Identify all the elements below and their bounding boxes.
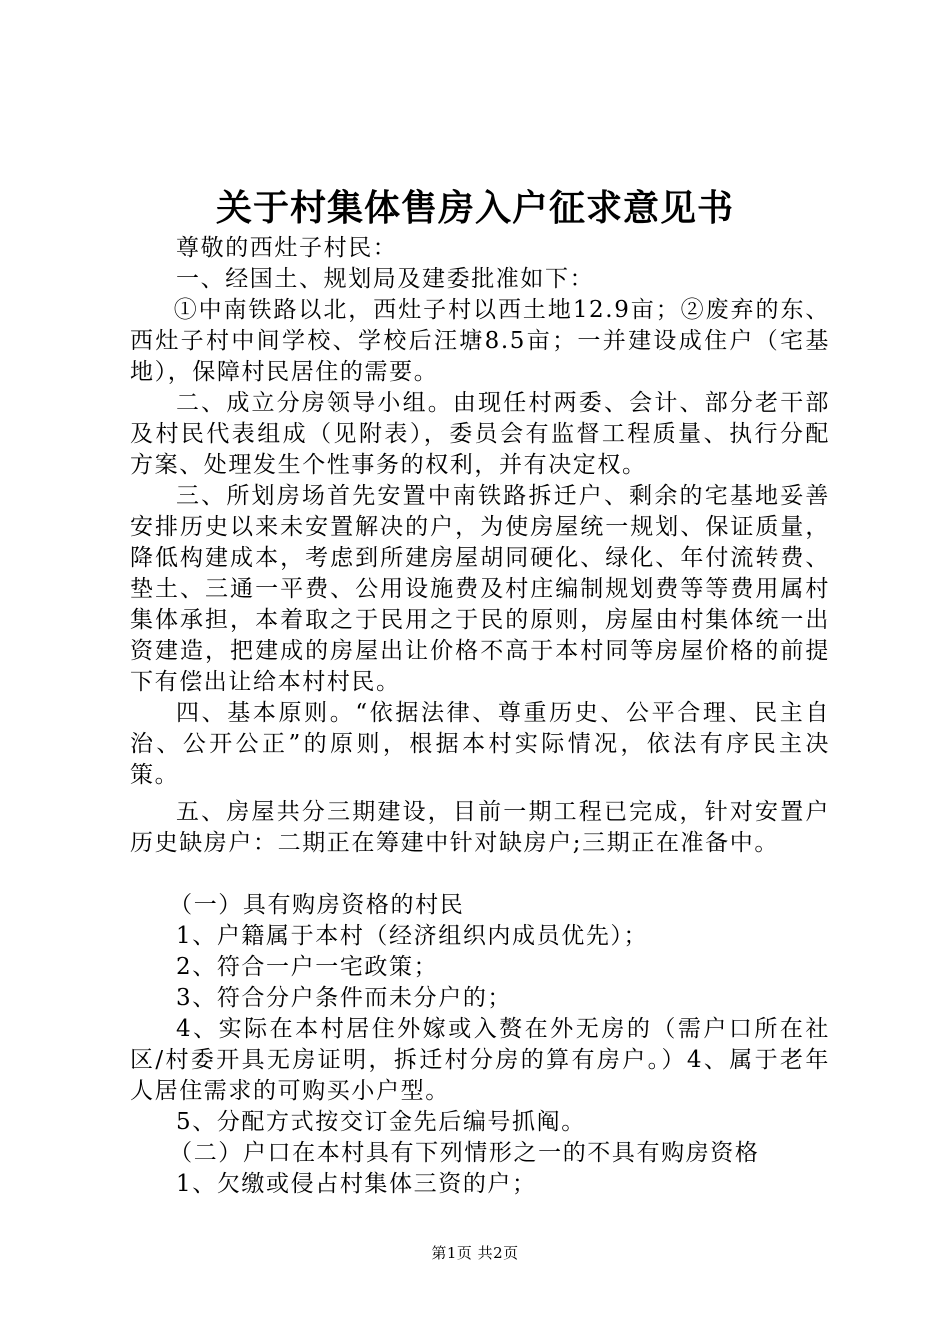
section-ineligible-heading: （二）户口在本村具有下列情形之一的不具有购房资格 <box>169 1140 760 1166</box>
list-item-ineligible-1: 1、欠缴或侵占村集体三资的户； <box>176 1171 537 1197</box>
document-title: 关于村集体售房入户征求意见书 <box>215 187 734 229</box>
list-item-eligible-5: 5、分配方式按交订金先后编号抓阄。 <box>176 1109 586 1135</box>
paragraph-leadership-group: 二、成立分房领导小组。由现任村两委、会计、部分老干部及村民代表组成（见附表），委员会有监督工程质量、执行分配方案、处理发生个性事务的权利，并有决定权。 <box>130 390 830 478</box>
paragraph-approval-heading: 一、经国土、规划局及建委批准如下： <box>176 266 595 292</box>
paragraph-housing-allocation: 三、所划房场首先安置中南铁路拆迁户、剩余的宅基地妥善安排历史以来未安置解决的户，为使房屋统一规划、保证质量，降低构建成本，考虑到所建房屋胡同硬化、绿化、年付流转费、垫土、三通一平费、公用设施费及村庄编制规划费等等费用属村集体承担，本着取之于民用之于民的原则，房屋由村集体统一出资建造，把建成的房屋出让价格不高于本村同等房屋价格的前提下有偿出让给本村村民。 <box>130 483 830 695</box>
list-item-eligible-3: 3、符合分户条件而未分户的； <box>176 985 513 1011</box>
paragraph-land-details: ①中南铁路以北，西灶子村以西土地12.9亩；②废弃的东、西灶子村中间学校、学校后汪塘8.5亩；一并建设成住户（宅基地），保障村民居住的需要。 <box>130 297 830 385</box>
section-eligible-heading: （一）具有购房资格的村民 <box>169 892 465 918</box>
list-item-eligible-2: 2、符合一户一宅政策； <box>176 954 439 980</box>
paragraph-construction-phases: 五、房屋共分三期建设，目前一期工程已完成，针对安置户历史缺房户：二期正在筹建中针对缺房户;三期正在准备中。 <box>130 799 830 856</box>
list-item-eligible-1: 1、户籍属于本村（经济组织内成员优先）； <box>176 923 649 949</box>
page-number-footer: 第1页 共2页 <box>431 1244 519 1262</box>
document-body <box>130 233 830 1200</box>
list-item-eligible-4: 4、实际在本村居住外嫁或入赘在外无房的（需户口所在社区/村委开具无房证明，拆迁村分房的算有房户。）4、属于老年人居住需求的可购买小户型。 <box>130 1016 830 1104</box>
salutation: 尊敬的西灶子村民： <box>176 235 398 261</box>
paragraph-basic-principles: 四、基本原则。“依据法律、尊重历史、公平合理、民主自治、公开公正”的原则，根据本村实际情况，依法有序民主决策。 <box>130 700 830 788</box>
